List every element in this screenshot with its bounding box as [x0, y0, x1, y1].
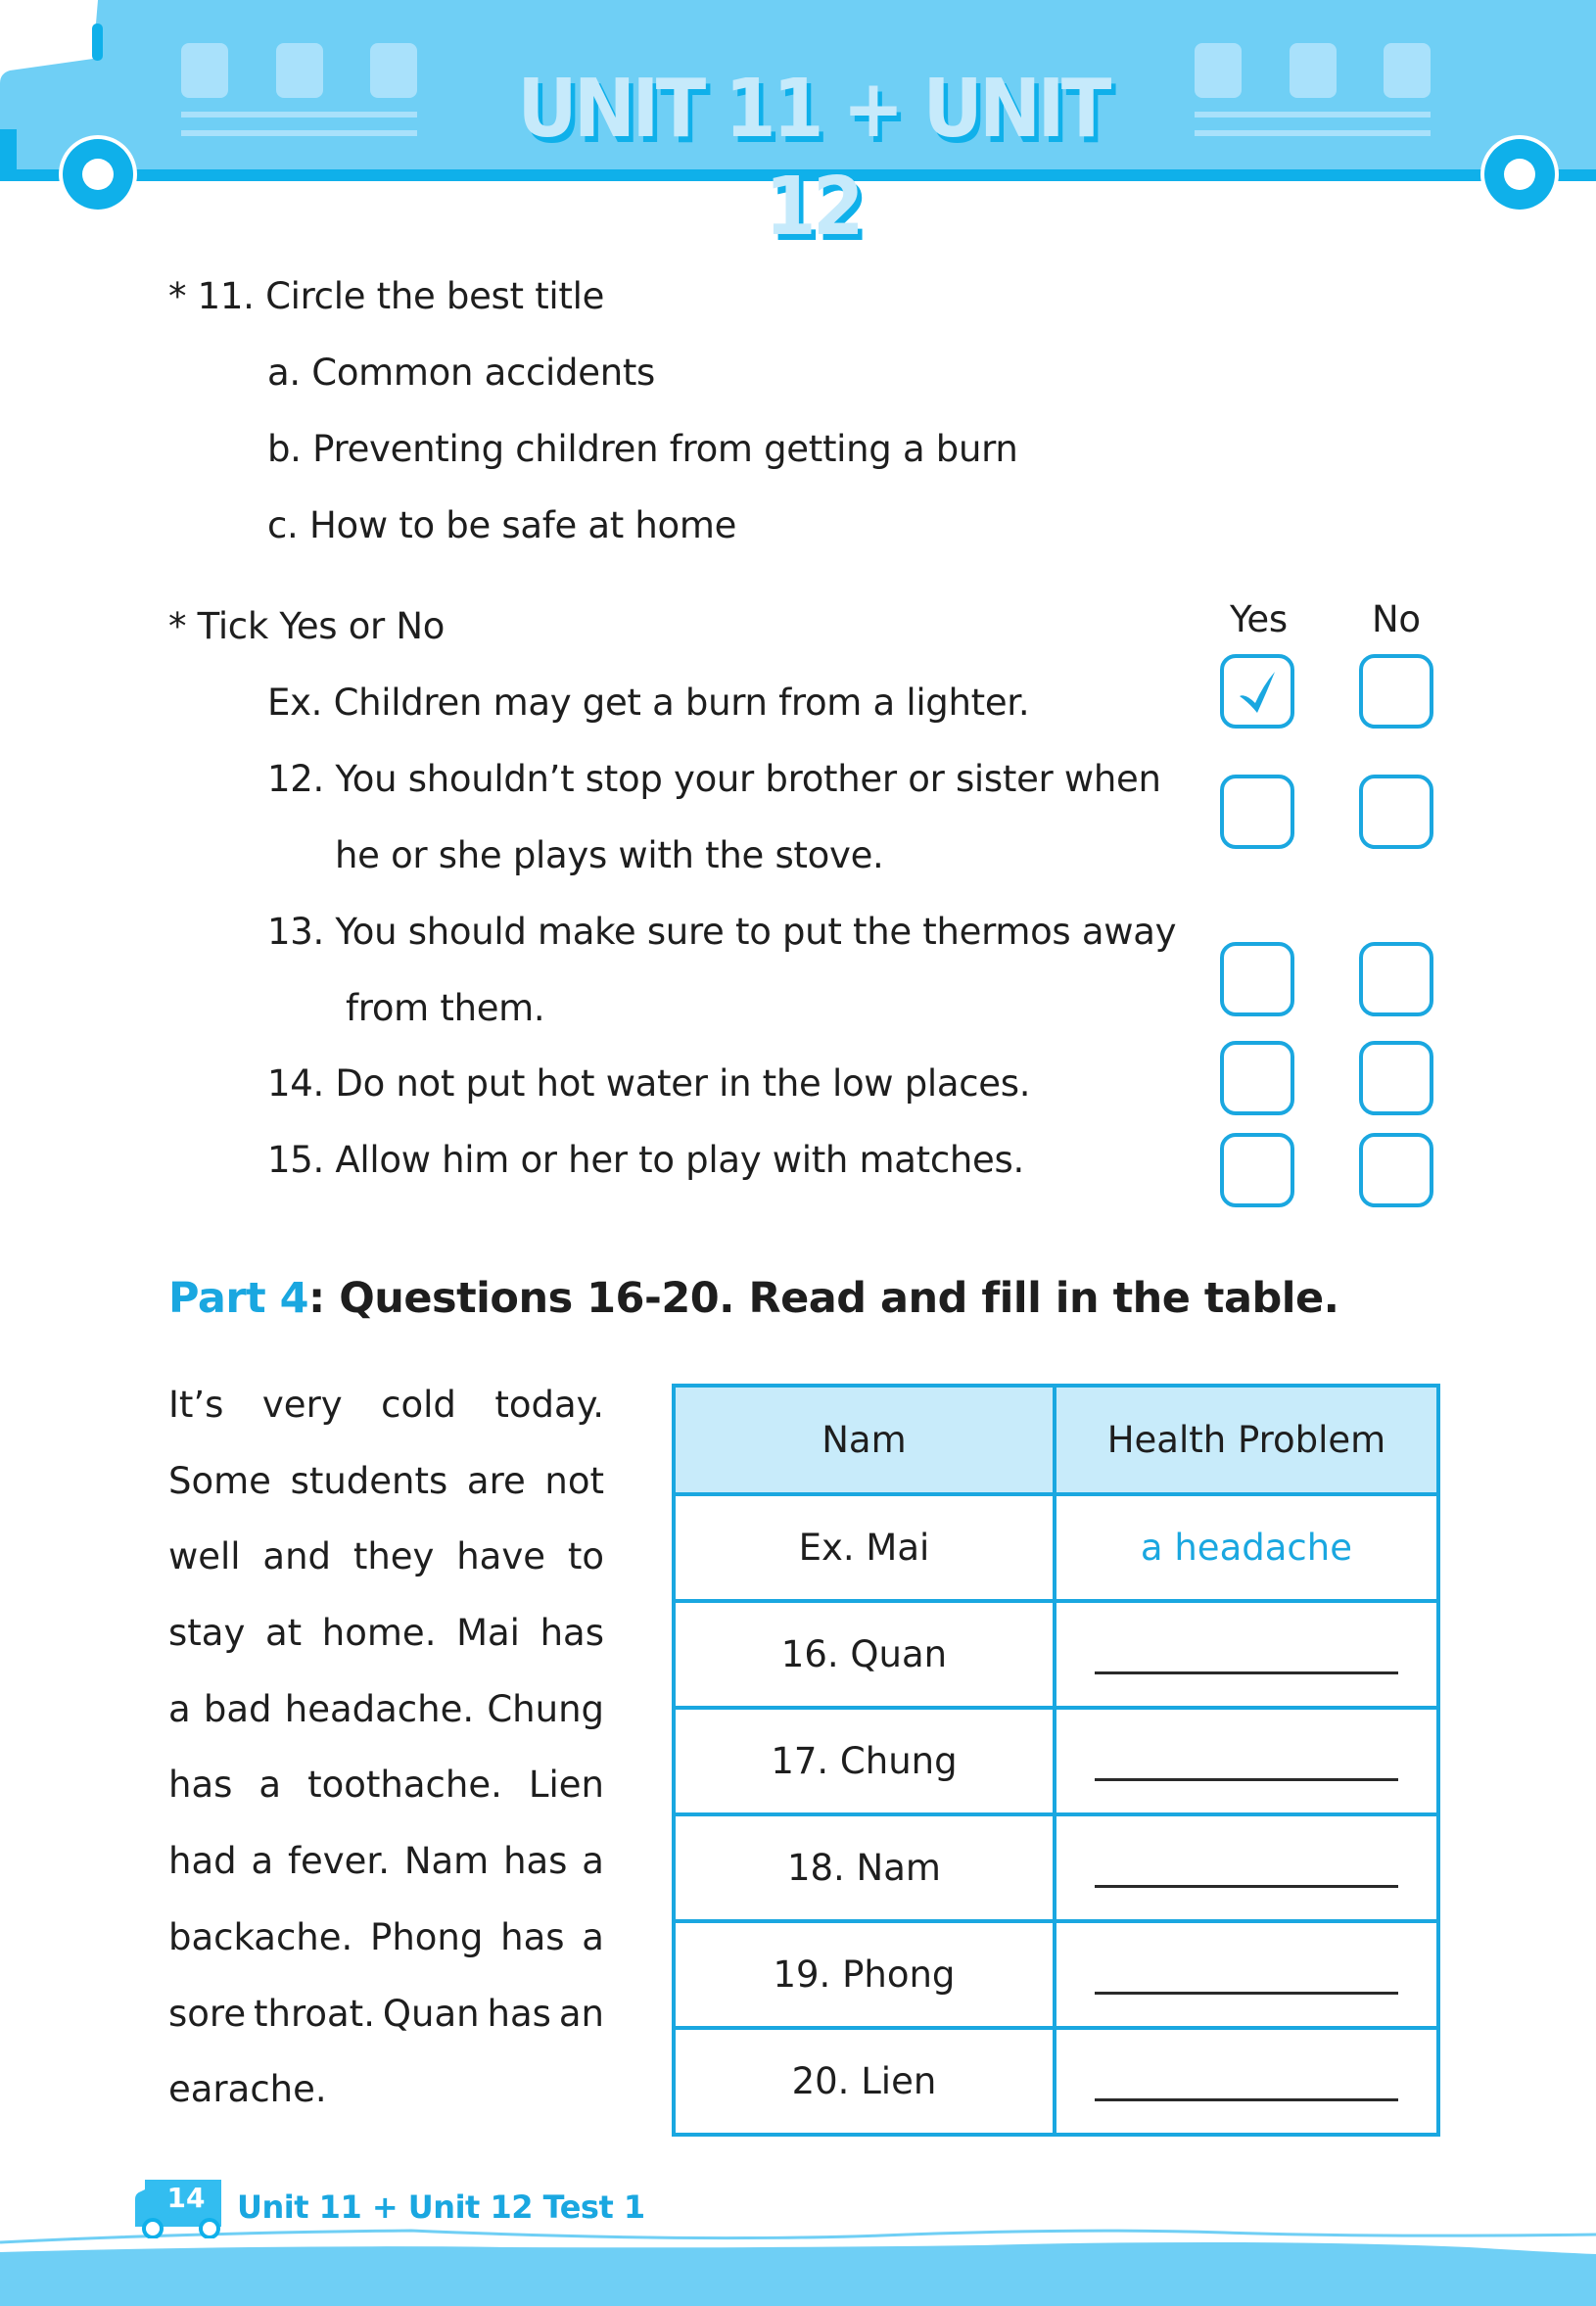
page-number: 14: [166, 2182, 206, 2214]
passage-word: today.: [494, 1384, 604, 1426]
statement-15: 15. Allow him or her to play with matches.: [267, 1139, 1024, 1181]
row-name: 20. Lien: [674, 2028, 1055, 2135]
statement-13-line-2: from them.: [346, 987, 545, 1029]
passage-line: [168, 1988, 604, 2064]
passage-word: to: [567, 1535, 604, 1578]
footer-test-title: Unit 11 + Unit 12 Test 1: [237, 2188, 645, 2226]
passage-word: has: [540, 1612, 604, 1655]
passage-word: they: [352, 1535, 435, 1578]
passage-line: [168, 2063, 604, 2140]
passage-word: Mai: [456, 1612, 520, 1655]
table-row: [674, 1708, 1438, 1814]
passage-line: [168, 1607, 604, 1683]
passage-word: students: [290, 1459, 448, 1502]
passage-word: are: [466, 1459, 526, 1502]
checkmark-icon: [1238, 670, 1281, 717]
passage-word: has: [168, 1764, 233, 1807]
table-row: [674, 1601, 1438, 1708]
passage-word: has: [503, 1840, 568, 1883]
header-bus-banner: [0, 0, 1596, 254]
question-12-no-checkbox[interactable]: [1359, 775, 1433, 849]
no-column-label: No: [1372, 598, 1421, 640]
question-15-no-checkbox[interactable]: [1359, 1133, 1433, 1207]
passage-line: [168, 1530, 604, 1607]
question-12-yes-checkbox[interactable]: [1220, 775, 1294, 849]
part-4-instruction: : Questions 16-20. Read and fill in the table.: [308, 1274, 1339, 1323]
passage-word: have: [456, 1535, 546, 1578]
footer-wave: [0, 2154, 1596, 2306]
passage-word: very: [261, 1384, 343, 1426]
passage-word: bad: [203, 1687, 272, 1730]
passage-word: has: [487, 1992, 551, 2035]
reading-passage: [168, 1379, 604, 2140]
passage-word: Some: [168, 1459, 271, 1502]
page-title: UNIT 11 + UNIT 12: [517, 63, 1108, 254]
passage-word: an: [558, 1992, 604, 2035]
statement-13-line-1: 13. You should make sure to put the thermos away: [267, 911, 1177, 953]
row-name: 18. Nam: [674, 1814, 1055, 1921]
passage-word: headache.: [284, 1687, 475, 1730]
answer-blank-17[interactable]: [1095, 1771, 1398, 1781]
answer-cell: [1055, 1601, 1438, 1708]
question-13-yes-checkbox[interactable]: [1220, 942, 1294, 1016]
example-answer: a headache: [1055, 1494, 1438, 1601]
table-header-row: [674, 1386, 1438, 1494]
question-14-no-checkbox[interactable]: [1359, 1041, 1433, 1115]
passage-word: a: [168, 1687, 191, 1730]
column-header-name: Nam: [674, 1386, 1055, 1494]
passage-word: Phong: [370, 1915, 484, 1958]
passage-word: Quan: [382, 1992, 480, 2035]
example-no-checkbox[interactable]: [1359, 654, 1433, 729]
question-11-option-a[interactable]: a. Common accidents: [267, 352, 656, 394]
part-4-label: Part 4: [168, 1274, 309, 1323]
answer-cell: [1055, 2028, 1438, 2135]
passage-word: stay: [168, 1612, 246, 1655]
statement-12-line-1: 12. You shouldn’t stop your brother or sister when: [267, 758, 1161, 800]
passage-word: and: [262, 1535, 332, 1578]
passage-word: cold: [381, 1384, 456, 1426]
passage-word: Chung: [487, 1687, 604, 1730]
question-11-prompt: * 11. Circle the best title: [168, 275, 605, 317]
example-yes-checkbox[interactable]: [1220, 654, 1294, 729]
health-problem-table: [672, 1384, 1440, 2137]
table-row: [674, 2028, 1438, 2135]
answer-blank-20[interactable]: [1095, 2092, 1398, 2101]
question-13-no-checkbox[interactable]: [1359, 942, 1433, 1016]
answer-cell: [1055, 1921, 1438, 2028]
passage-word: home.: [321, 1612, 437, 1655]
passage-word: a: [251, 1840, 274, 1883]
passage-word: fever.: [287, 1840, 390, 1883]
passage-word: a: [582, 1840, 604, 1883]
question-11-option-b[interactable]: b. Preventing children from getting a burn: [267, 428, 1018, 470]
question-11-option-c[interactable]: c. How to be safe at home: [267, 504, 737, 546]
passage-word: had: [168, 1840, 237, 1883]
passage-word: at: [264, 1612, 303, 1655]
passage-line: [168, 1455, 604, 1531]
passage-word: well: [168, 1535, 241, 1578]
column-header-health-problem: Health Problem: [1055, 1386, 1438, 1494]
row-name: 17. Chung: [674, 1708, 1055, 1814]
passage-word: Nam: [403, 1840, 490, 1883]
question-14-yes-checkbox[interactable]: [1220, 1041, 1294, 1115]
passage-line: [168, 1759, 604, 1835]
row-name: Ex. Mai: [674, 1494, 1055, 1601]
question-15-yes-checkbox[interactable]: [1220, 1133, 1294, 1207]
passage-word: a: [582, 1915, 604, 1958]
answer-blank-16[interactable]: [1095, 1665, 1398, 1674]
passage-line: [168, 1911, 604, 1988]
statement-12-line-2: he or she plays with the stove.: [335, 834, 884, 876]
answer-blank-18[interactable]: [1095, 1878, 1398, 1888]
passage-word: has: [500, 1915, 565, 1958]
row-name: 19. Phong: [674, 1921, 1055, 2028]
table-row: [674, 1921, 1438, 2028]
passage-word: backache.: [168, 1915, 353, 1958]
tick-yes-no-prompt: * Tick Yes or No: [168, 605, 446, 647]
answer-cell: [1055, 1814, 1438, 1921]
part-4-heading: [168, 1273, 1339, 1324]
row-name: 16. Quan: [674, 1601, 1055, 1708]
passage-line: [168, 1835, 604, 1911]
wave-decoration-icon: [0, 2154, 1596, 2306]
answer-cell: [1055, 1708, 1438, 1814]
table-row: [674, 1494, 1438, 1601]
tick-example-statement: Ex. Children may get a burn from a lighter.: [267, 682, 1030, 724]
passage-word: not: [544, 1459, 604, 1502]
passage-word: It’s: [168, 1384, 224, 1426]
yes-column-label: Yes: [1230, 598, 1288, 640]
passage-word: Lien: [528, 1764, 604, 1807]
passage-line: [168, 1683, 604, 1760]
statement-14: 14. Do not put hot water in the low places.: [267, 1062, 1031, 1105]
passage-word: throat.: [254, 1992, 375, 2035]
answer-blank-19[interactable]: [1095, 1985, 1398, 1995]
table-row: [674, 1814, 1438, 1921]
passage-line: [168, 1379, 604, 1455]
passage-word: a: [258, 1764, 282, 1807]
passage-word: earache.: [168, 2068, 327, 2111]
passage-word: sore: [168, 1992, 247, 2035]
passage-word: toothache.: [307, 1764, 502, 1807]
